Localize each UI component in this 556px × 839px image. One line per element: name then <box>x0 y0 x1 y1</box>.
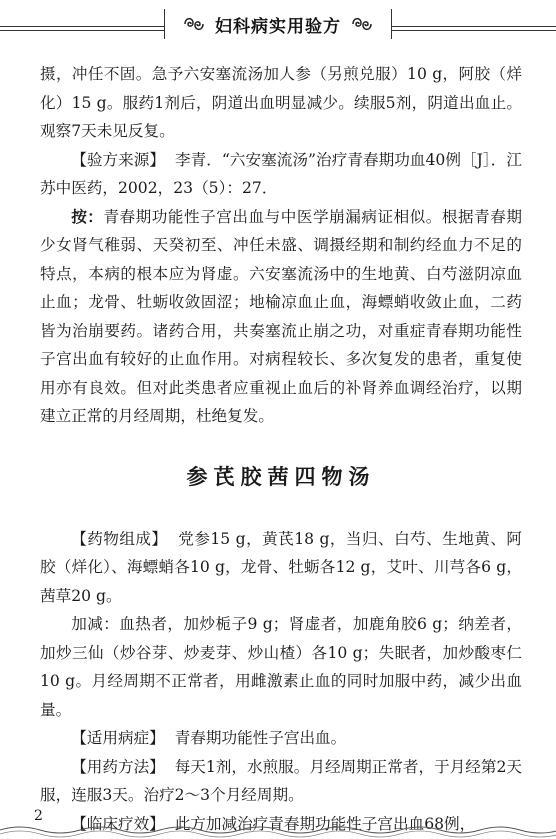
header-title: 妇科病实用验方 <box>215 16 341 37</box>
usage-label: 【用药方法】 <box>71 757 165 776</box>
composition-text: 党参15 g，黄芪18 g，当归、白芍、生地黄、阿胶（烊化）、海螵蛸各10 g，龙骨、牡蛎各12 g，艾叶、川芎各6 g，茜草20 g。 <box>40 529 522 605</box>
usage-paragraph <box>40 753 522 810</box>
note-label: 按： <box>71 206 104 226</box>
continuation-paragraph: 摄，冲任不固。急予六安塞流汤加人参（另煎兑服）10 g，阿胶（烊化）15 g。服药1剂后，阴道出血明显减少。续服5剂，阴道出血止。观察7天未见反复。 <box>40 65 522 140</box>
source-text: 李青．“六安塞流汤”治疗青春期功血40例［J］．江苏中医药，2002，23（5）：27． <box>40 150 522 197</box>
indication-text: 青春期功能性子宫出血。 <box>174 729 347 747</box>
composition-paragraph <box>40 525 522 611</box>
right-ornament-icon <box>349 11 375 37</box>
footer-wave-ornament <box>0 822 556 839</box>
usage-text: 每天1剂，水煎服。月经周期正常者，于月经第2天服，连服3天。治疗2～3个月经周期。 <box>40 757 522 804</box>
source-paragraph <box>40 146 522 203</box>
note-text: 青春期功能性子宫出血与中医学崩漏病证相似。根据青春期少女肾气稚弱、天癸初至、冲任未盛、调摄经期和制约经血力不足的特点，本病的根本应为肾虚。六安塞流汤中的生地黄、白芍滋阴凉血止血；龙骨、牡蛎收敛固涩；地榆凉血止血，海螵蛸收敛止血，二药皆为治崩要药。诸药合用，共奏塞流止崩之功，对重症青春期功能性子宫出血有较好的止血作用。对病程较长、多次复发的患者，重复使用亦有良效。但对此类患者应重视止血后的补肾养血调经治疗，以期建立正常的月经周期，杜绝复发。 <box>40 207 522 425</box>
page-body <box>40 60 522 838</box>
left-ornament-icon <box>181 11 207 37</box>
modification-paragraph: 加减：血热者，加炒栀子9 g；肾虚者，加鹿角胶6 g；纳差者，加炒三仙（炒谷芽、炒麦芽、炒山楂）各10 g；失眠者，加炒酸枣仁10 g。月经周期不正常者，用雌激素止血的同时加服中药，减少出血量。 <box>40 615 522 719</box>
indication-label: 【适用病症】 <box>71 729 165 747</box>
source-label: 【验方来源】 <box>71 150 165 169</box>
note-paragraph <box>40 203 522 431</box>
effect-text: 此方加减治疗青春期功能性子宫出血68例， <box>174 814 476 833</box>
header-badge <box>164 9 392 39</box>
composition-label: 【药物组成】 <box>71 529 168 548</box>
running-header <box>0 6 556 56</box>
section-title: 参芪胶茜四物汤 <box>186 463 376 489</box>
effect-label: 【临床疗效】 <box>71 814 165 833</box>
indication-paragraph <box>40 724 522 753</box>
page-number: 2 <box>34 808 43 824</box>
